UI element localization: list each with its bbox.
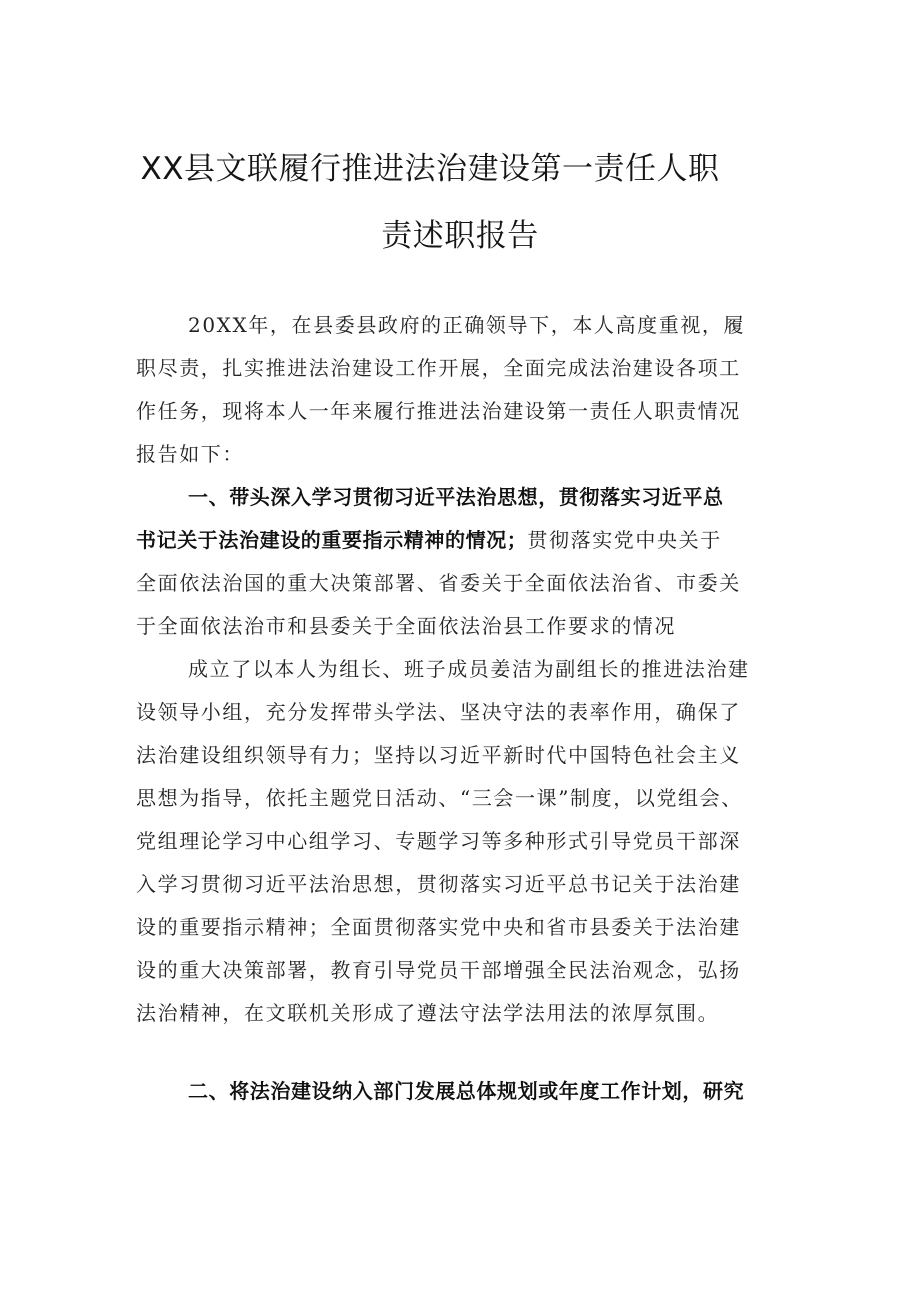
paragraph-2-line: 法治精神，在文联机关形成了遵法守法学法用法的浓厚氛围。 bbox=[136, 1001, 720, 1025]
paragraph-2-line: 成立了以本人为组长、班子成员姜洁为副组长的推进法治建 bbox=[188, 657, 750, 681]
paragraph-2-line: 设领导小组，充分发挥带头学法、坚决守法的表率作用，确保了 bbox=[136, 700, 741, 724]
document-title-line-2: 责述职报告 bbox=[381, 218, 539, 254]
paragraph-1-line: 作任务，现将本人一年来履行推进法治建设第一责任人职责情况 bbox=[136, 399, 741, 423]
paragraph-1-line: 报告如下： bbox=[136, 442, 244, 466]
section-1-heading-line bbox=[136, 527, 796, 553]
paragraph-2-line: 入学习贯彻习近平法治思想，贯彻落实习近平总书记关于法治建 bbox=[136, 872, 741, 896]
paragraph-2-line: 党组理论学习中心组学习、专题学习等多种形式引导党员干部深 bbox=[136, 829, 741, 853]
paragraph-2-line: 思想为指导，依托主题党日活动、“三会一课”制度，以党组会、 bbox=[136, 786, 743, 810]
paragraph-1-line: 职尽责，扎实推进法治建设工作开展，全面完成法治建设各项工 bbox=[136, 356, 741, 380]
section-1-heading-line: 于全面依法治市和县委关于全面依法治县工作要求的情况 bbox=[136, 614, 676, 638]
paragraph-2-line: 设的重大决策部署，教育引导党员干部增强全民法治观念，弘扬 bbox=[136, 958, 741, 982]
section-1-heading-line: 全面依法治国的重大决策部署、省委关于全面依法治省、市委关 bbox=[136, 571, 741, 595]
section-2-heading: 二、将法治建设纳入部门发展总体规划或年度工作计划，研究 bbox=[188, 1079, 745, 1103]
paragraph-2-line: 法治建设组织领导有力；坚持以习近平新时代中国特色社会主义 bbox=[136, 743, 741, 767]
paragraph-2-line: 设的重要指示精神；全面贯彻落实党中央和省市县委关于法治建 bbox=[136, 915, 741, 939]
document-title-line-1: XX县文联履行推进法治建设第一责任人职 bbox=[140, 151, 720, 187]
section-1-heading-normal: 贯彻落实党中央关于 bbox=[527, 528, 722, 552]
paragraph-1-line: 20XX年，在县委县政府的正确领导下，本人高度重视，履 bbox=[188, 313, 746, 337]
section-1-heading-line: 一、带头深入学习贯彻习近平法治思想，贯彻落实习近平总 bbox=[188, 485, 724, 509]
section-1-heading-bold: 书记关于法治建设的重要指示精神的情况； bbox=[136, 528, 528, 552]
